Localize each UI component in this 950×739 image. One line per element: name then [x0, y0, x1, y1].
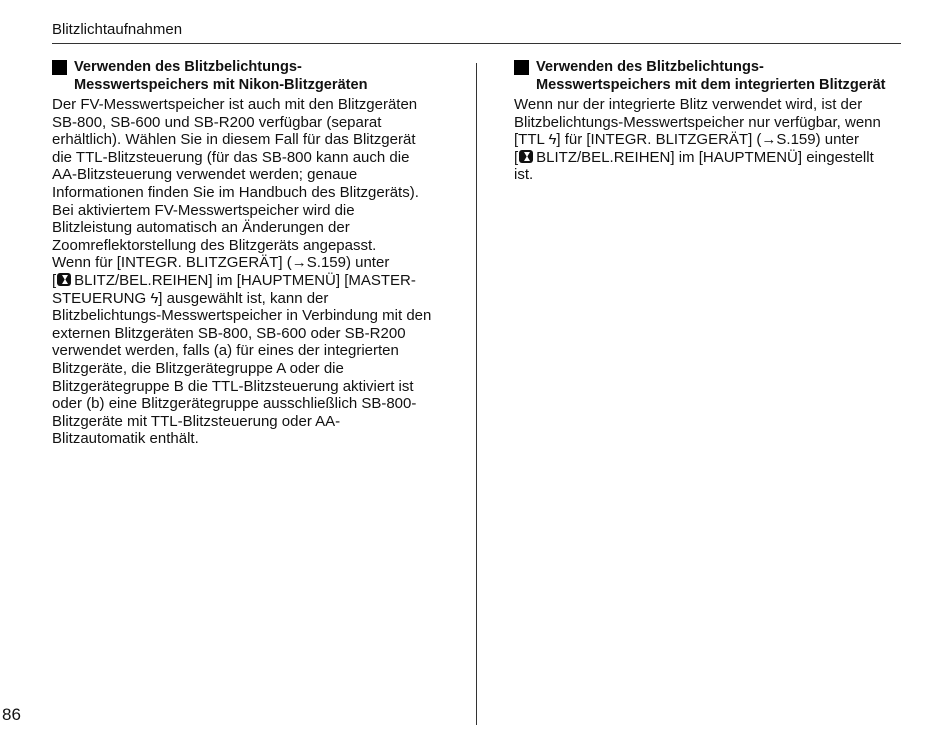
- body-line: Wenn für [INTEGR. BLITZGERÄT] (→S.159) unter: [52, 254, 390, 272]
- column-divider: [476, 63, 477, 725]
- square-bullet-icon: [514, 60, 529, 75]
- page-number: 86: [2, 705, 21, 724]
- body-line: Bei aktiviertem FV-Messwertspeicher wird die: [52, 201, 355, 219]
- running-header: Blitzlichtaufnahmen: [52, 21, 183, 38]
- body-line: Blitzautomatik enthält.: [52, 430, 199, 448]
- section-body-builtin-flash: [514, 96, 909, 184]
- body-line: verwendet werden, falls (a) für eines der integrierten: [52, 342, 399, 360]
- body-line: oder (b) eine Blitzgerätegruppe ausschließlich SB-800-: [52, 395, 417, 413]
- body-line-with-icon: [514, 149, 909, 167]
- body-line: Informationen finden Sie im Handbuch des Blitzgeräts).: [52, 183, 419, 201]
- heading-line: Messwertspeichers mit Nikon-Blitzgeräten: [74, 76, 368, 93]
- body-line: AA-Blitzsteuerung verwendet werden; genaue: [52, 166, 358, 184]
- section-heading-nikon-flash: [52, 59, 448, 94]
- body-line-rest: BLITZ/BEL.REIHEN] im [HAUPTMENÜ] eingestellt: [536, 148, 874, 166]
- flash-menu-icon: [519, 150, 533, 163]
- square-bullet-icon: [52, 60, 67, 75]
- body-line: Der FV-Messwertspeicher ist auch mit den Blitzgeräten: [52, 96, 418, 113]
- section-body-nikon-flash: [52, 96, 448, 448]
- flash-menu-icon: [57, 273, 71, 286]
- heading-line: Verwenden des Blitzbelichtungs-: [536, 59, 764, 75]
- body-line: Blitzbelichtungs-Messwertspeicher nur verfügbar, wenn: [514, 113, 881, 131]
- header-rule: [52, 43, 901, 44]
- bracket-text: [: [52, 271, 57, 289]
- body-line: Blitzleistung automatisch an Änderungen der: [52, 219, 350, 237]
- body-line-with-icon: [52, 272, 448, 290]
- body-line-rest: BLITZ/BEL.REIHEN] im [HAUPTMENÜ] [MASTER-: [74, 271, 416, 289]
- body-line: STEUERUNG ϟ] ausgewählt ist, kann der: [52, 289, 329, 307]
- body-line: [TTL ϟ] für [INTEGR. BLITZGERÄT] (→S.159) unter: [514, 131, 859, 149]
- body-line: Blitzgeräte, die Blitzgerätegruppe A oder die: [52, 359, 344, 377]
- body-line: Wenn nur der integrierte Blitz verwendet wird, ist der: [514, 96, 863, 113]
- left-column: [52, 59, 448, 448]
- body-line: Blitzbelichtungs-Messwertspeicher in Verbindung mit den: [52, 307, 432, 325]
- body-line: externen Blitzgeräten SB-800, SB-600 oder SB-R200: [52, 324, 406, 342]
- body-line: Blitzgeräte mit TTL-Blitzsteuerung oder AA-: [52, 412, 341, 430]
- heading-line: Verwenden des Blitzbelichtungs-: [74, 59, 302, 75]
- body-line: SB-800, SB-600 und SB-R200 verfügbar (separat: [52, 113, 382, 131]
- right-column: [514, 59, 909, 184]
- bracket-text: [: [514, 148, 519, 166]
- body-line: erhältlich). Wählen Sie in diesem Fall für das Blitzgerät: [52, 131, 416, 149]
- heading-line: Messwertspeichers mit dem integrierten Blitzgerät: [536, 76, 886, 93]
- body-line: Zoomreflektorstellung des Blitzgeräts angepasst.: [52, 236, 377, 254]
- body-line: Blitzgerätegruppe B die TTL-Blitzsteuerung aktiviert ist: [52, 377, 414, 395]
- body-line: die TTL-Blitzsteuerung (für das SB-800 kann auch die: [52, 148, 410, 166]
- body-line: ist.: [514, 166, 534, 184]
- section-heading-builtin-flash: [514, 59, 909, 94]
